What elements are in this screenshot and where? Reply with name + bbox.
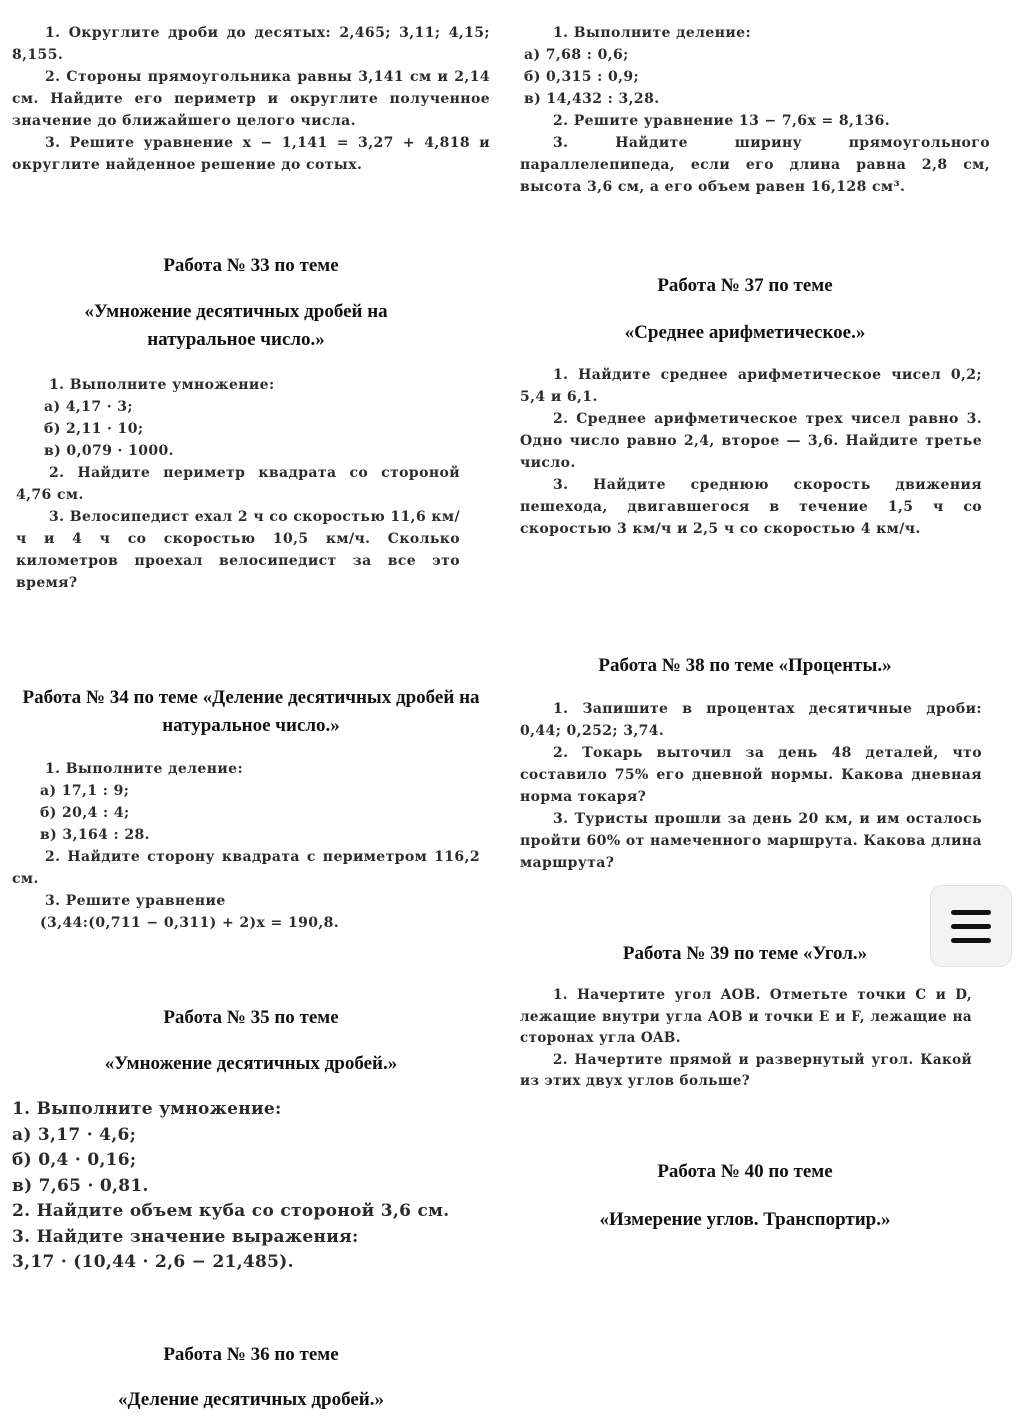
task-text: в) 14,432 : 3,28. — [524, 91, 660, 107]
task-text: а) 17,1 : 9; — [40, 783, 130, 799]
work-35-title: Работа № 35 по теме — [163, 1007, 339, 1028]
menu-button[interactable] — [930, 885, 1012, 967]
division-tasks — [520, 22, 990, 198]
task-text: 1. Выполните умножение: — [12, 1099, 282, 1119]
task-text: в) 0,079 · 1000. — [44, 443, 174, 459]
task-text: 3. Решите уравнение — [45, 893, 226, 909]
task-text: 2. Стороны прямоугольника равны 3,141 см и 2,14 см. Найдите его периметр и округлите полученное значение до ближайшего целого числа. — [12, 69, 490, 129]
work-37-tasks — [520, 364, 982, 540]
work-36-title: Работа № 36 по теме — [163, 1344, 339, 1365]
work-39-tasks — [520, 985, 972, 1093]
task-text: 2. Найдите сторону квадрата с периметром 116,2 см. — [12, 849, 480, 887]
equation: (3,44:(0,711 − 0,311) + 2)x = 190,8. — [40, 915, 340, 931]
task-text: а) 7,68 : 0,6; — [524, 47, 629, 63]
work-40-topic: «Измерение углов. Транспортир.» — [599, 1209, 891, 1230]
rounding-tasks — [12, 22, 490, 176]
work-35-topic: «Умножение десятичных дробей.» — [104, 1053, 398, 1074]
task-text: б) 0,315 : 0,9; — [524, 69, 640, 85]
task-text: а) 3,17 · 4,6; — [12, 1124, 137, 1145]
work-34-tasks — [12, 758, 480, 934]
task-text: 1. Округлите дроби до десятых: 2,465; 3,11; 4,15; 8,155. — [12, 25, 490, 63]
task-text: 2. Токарь выточил за день 48 деталей, что составило 75% его дневной нормы. Какова дневная норма токаря? — [520, 745, 982, 805]
task-text: 3. Найдите значение выражения: — [12, 1226, 359, 1247]
task-text: 2. Среднее арифметическое трех чисел равно 3. Одно число равно 2,4, второе — 3,6. Найдите третье число. — [520, 411, 982, 471]
task-text: 1. Найдите среднее арифметическое чисел 0,2; 5,4 и 6,1. — [520, 367, 982, 405]
task-text: б) 20,4 : 4; — [40, 805, 130, 821]
task-text: 2. Найдите периметр квадрата со стороной 4,76 см. — [16, 465, 460, 503]
task-text: 3. Велосипедист ехал 2 ч со скоростью 11,6 км/ч и 4 ч со скоростью 10,5 км/ч. Сколько километров проехал велосипедист за все это время? — [16, 509, 460, 591]
task-text: 2. Найдите объем куба со стороной 3,6 см. — [12, 1201, 450, 1221]
work-40-title: Работа № 40 по теме — [657, 1161, 833, 1182]
task-text: б) 0,4 · 0,16; — [12, 1150, 137, 1170]
task-text: а) 4,17 · 3; — [44, 399, 133, 415]
task-text: 2. Начертите прямой и развернутый угол. Какой из этих двух углов больше? — [520, 1051, 972, 1089]
work-38-title: Работа № 38 по теме «Проценты.» — [598, 655, 892, 676]
work-33-tasks — [16, 374, 460, 594]
work-37-title: Работа № 37 по теме — [657, 275, 833, 296]
work-36-topic: «Деление десятичных дробей.» — [118, 1389, 384, 1410]
work-34-title: Работа № 34 по теме «Деление десятичных дробей на натуральное число.» — [22, 687, 480, 736]
task-text: 3. Решите уравнение x − 1,141 = 3,27 + 4,818 и округлите найденное решение до сотых. — [12, 135, 490, 173]
task-text: 1. Начертите угол AOB. Отметьте точки C и D, лежащие внутри угла AOB и точки E и F, лежащие на сторонах угла OAB. — [520, 987, 972, 1046]
task-text: в) 7,65 · 0,81. — [12, 1175, 149, 1196]
work-35-tasks — [12, 1097, 490, 1276]
work-33-topic: «Умножение десятичных дробей на натуральное число.» — [84, 301, 388, 350]
task-text: 3. Найдите ширину прямоугольного параллелепипеда, если его длина равна 2,8 см, высота 3,6 см, а его объем равен 16,128 см³. — [520, 135, 990, 195]
task-text: в) 3,164 : 28. — [40, 827, 150, 843]
work-33-title: Работа № 33 по теме — [163, 255, 339, 276]
task-text: 1. Запишите в процентах десятичные дроби: 0,44; 0,252; 3,74. — [520, 701, 982, 739]
hamburger-menu-icon — [951, 910, 991, 943]
task-text: 2. Решите уравнение 13 − 7,6x = 8,136. — [553, 113, 890, 129]
work-39-title: Работа № 39 по теме «Угол.» — [622, 943, 868, 964]
task-text: 1. Выполните деление: — [553, 25, 752, 41]
task-text: 3. Туристы прошли за день 20 км, и им осталось пройти 60% от намеченного маршрута. Какова длина маршрута? — [520, 811, 982, 871]
task-text: 1. Выполните умножение: — [49, 377, 275, 393]
task-text: 1. Выполните деление: — [45, 761, 244, 777]
task-text: б) 2,11 · 10; — [44, 421, 144, 437]
work-37-topic: «Среднее арифметическое.» — [624, 322, 866, 343]
work-38-tasks — [520, 698, 982, 874]
task-text: 3. Найдите среднюю скорость движения пешехода, двигавшегося в течение 1,5 ч со скоростью 3 км/ч и 2,5 ч со скоростью 4 км/ч. — [520, 477, 982, 537]
task-text: 3,17 · (10,44 · 2,6 − 21,485). — [12, 1252, 294, 1272]
